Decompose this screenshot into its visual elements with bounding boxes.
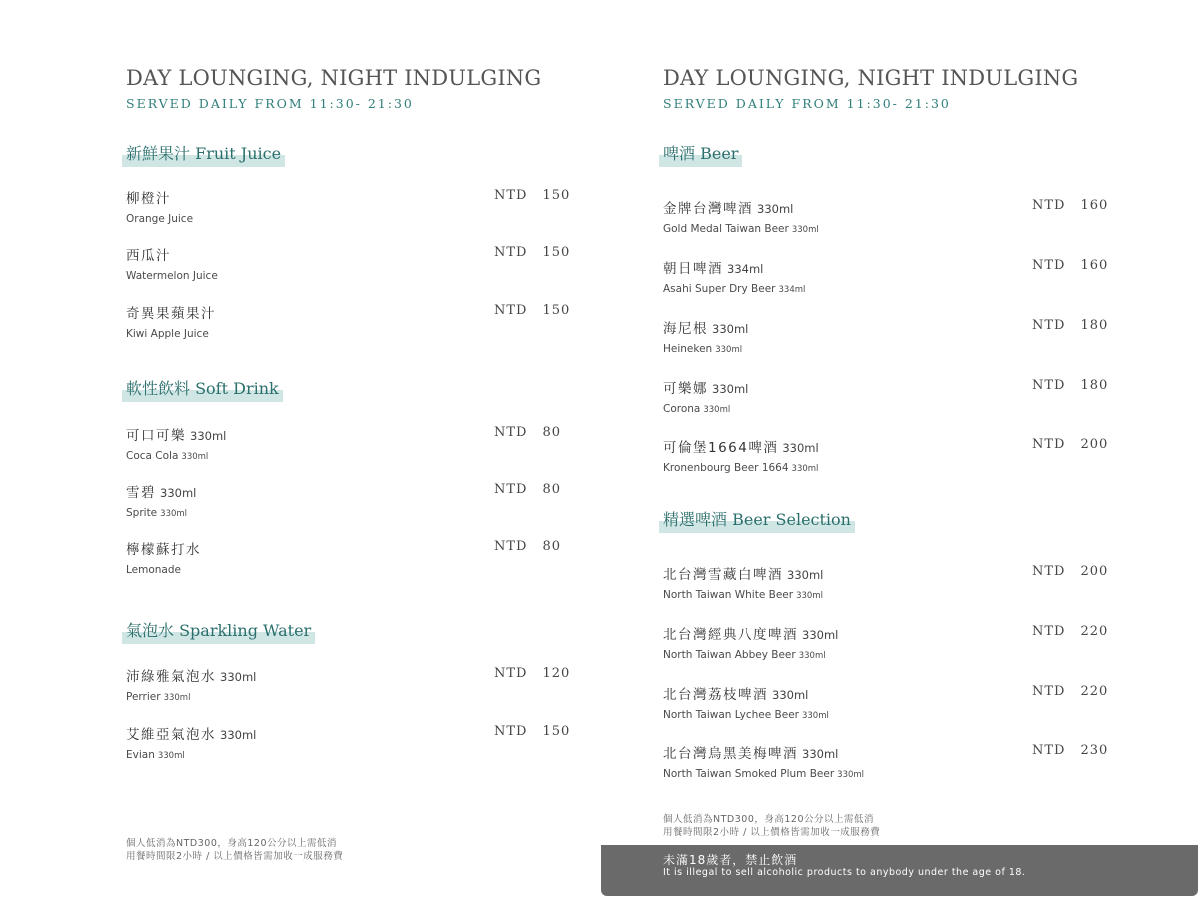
item-volume: 334ml (727, 262, 764, 276)
item-volume: 330ml (160, 486, 197, 500)
item-name-en: Lemonade (126, 564, 181, 576)
item-name-zh: 奇異果蘋果汁 (126, 306, 216, 322)
item-price: NTD 180 (1032, 318, 1109, 333)
item-price: NTD 160 (1032, 258, 1109, 273)
item-volume: 330ml (772, 688, 809, 702)
item-name-zh: 可口可樂 (126, 428, 186, 444)
menu-item (663, 623, 838, 661)
item-volume: 330ml (802, 747, 839, 761)
item-name-zh: 朝日啤酒 (663, 261, 723, 277)
item-name-en: North Taiwan Smoked Plum Beer (663, 768, 835, 780)
item-name-zh: 海尼根 (663, 321, 708, 337)
item-name-zh: 北台灣烏黑美梅啤酒 (663, 746, 798, 762)
item-price: NTD 80 (494, 539, 562, 554)
page-subheading: SERVED DAILY FROM 11:30- 21:30 (126, 96, 414, 111)
footer-note: 個人低消為NTD300，身高120公分以上需低消 用餐時間限2小時 / 以上價格皆需加收一成服務費 (126, 838, 344, 862)
item-volume: 330ml (220, 670, 257, 684)
menu-item (663, 563, 823, 601)
item-volume-en: 330ml (801, 711, 829, 721)
menu-item (663, 317, 748, 355)
item-volume: 330ml (787, 568, 824, 582)
item-name-zh: 可樂娜 (663, 381, 708, 397)
item-name-zh: 沛綠雅氣泡水 (126, 669, 216, 685)
menu-item (663, 257, 805, 295)
item-name-en: Kronenbourg Beer 1664 (663, 462, 789, 474)
item-volume-en: 330ml (181, 452, 209, 462)
item-price: NTD 120 (494, 666, 571, 681)
menu-item (126, 244, 218, 282)
item-name-zh: 北台灣荔枝啤酒 (663, 687, 768, 703)
item-price: NTD 150 (494, 303, 571, 318)
item-name-zh: 西瓜汁 (126, 248, 171, 264)
item-name-zh: 北台灣經典八度啤酒 (663, 627, 798, 643)
item-price: NTD 200 (1032, 564, 1109, 579)
page-subheading: SERVED DAILY FROM 11:30- 21:30 (663, 96, 951, 111)
item-name-en: Watermelon Juice (126, 270, 218, 282)
item-volume-en: 330ml (796, 591, 823, 601)
item-name-en: Gold Medal Taiwan Beer (663, 223, 789, 235)
item-price: NTD 180 (1032, 378, 1109, 393)
menu-item (126, 302, 216, 340)
section-title-fruit-juice: 新鮮果汁 Fruit Juice (126, 141, 281, 164)
menu-item (126, 424, 226, 462)
item-volume-en: 330ml (157, 751, 185, 761)
section-title-beer: 啤酒 Beer (663, 141, 738, 164)
menu-item (663, 197, 819, 235)
item-volume-en: 330ml (791, 225, 819, 235)
item-volume: 330ml (757, 202, 794, 216)
item-volume-en: 330ml (160, 509, 188, 519)
item-volume-en: 330ml (715, 345, 743, 355)
menu-item (126, 187, 193, 225)
item-price: NTD 80 (494, 425, 562, 440)
item-price: NTD 150 (494, 724, 571, 739)
item-name-en: Sprite (126, 507, 158, 519)
item-name-en: Corona (663, 403, 701, 415)
item-volume-en: 334ml (778, 285, 806, 295)
item-name-en: Kiwi Apple Juice (126, 328, 209, 340)
section-title-sparkling-water: 氣泡水 Sparkling Water (126, 618, 311, 641)
section-title-soft-drink: 軟性飲料 Soft Drink (126, 376, 279, 399)
menu-item (126, 481, 196, 519)
menu-item (126, 723, 256, 761)
menu-item (663, 742, 864, 780)
item-price: NTD 160 (1032, 198, 1109, 213)
item-name-en: North Taiwan White Beer (663, 589, 794, 601)
item-name-zh: 可倫堡1664啤酒 (663, 440, 779, 456)
item-name-zh: 檸檬蘇打水 (126, 542, 201, 558)
item-volume-en: 330ml (791, 464, 819, 474)
item-name-zh: 北台灣雪藏白啤酒 (663, 567, 783, 583)
item-volume-en: 330ml (837, 770, 865, 780)
warning-text-en: It is illegal to sell alcoholic products to anybody under the age of 18. (663, 867, 1026, 878)
item-volume: 330ml (220, 728, 257, 742)
menu-item (126, 538, 201, 576)
section-title-beer-selection: 精選啤酒 Beer Selection (663, 507, 851, 530)
item-name-en: Asahi Super Dry Beer (663, 283, 776, 295)
item-price: NTD 220 (1032, 684, 1109, 699)
menu-item (663, 377, 748, 415)
item-price: NTD 200 (1032, 437, 1109, 452)
item-name-zh: 金牌台灣啤酒 (663, 201, 753, 217)
item-name-zh: 柳橙汁 (126, 191, 171, 207)
page-heading: DAY LOUNGING, NIGHT INDULGING (663, 66, 1079, 90)
item-name-en: Evian (126, 749, 155, 761)
item-volume: 330ml (712, 322, 749, 336)
item-name-zh: 雪碧 (126, 485, 156, 501)
alcohol-warning-banner (601, 845, 1198, 896)
item-volume: 330ml (802, 628, 839, 642)
item-volume: 330ml (782, 441, 819, 455)
menu-item (663, 436, 819, 474)
item-name-en: Perrier (126, 691, 161, 703)
item-volume: 330ml (712, 382, 749, 396)
item-price: NTD 150 (494, 188, 571, 203)
item-volume-en: 330ml (798, 651, 826, 661)
item-name-zh: 艾維亞氣泡水 (126, 727, 216, 743)
item-price: NTD 220 (1032, 624, 1109, 639)
item-name-en: North Taiwan Abbey Beer (663, 649, 796, 661)
menu-page-right (600, 0, 1200, 898)
item-name-en: Heineken (663, 343, 713, 355)
item-price: NTD 230 (1032, 743, 1109, 758)
item-volume-en: 330ml (163, 693, 191, 703)
item-volume: 330ml (190, 429, 227, 443)
item-name-en: Coca Cola (126, 450, 179, 462)
warning-text-zh: 未滿18歲者，禁止飲酒 (663, 853, 798, 867)
item-volume-en: 330ml (703, 405, 731, 415)
menu-item (663, 683, 829, 721)
item-price: NTD 150 (494, 245, 571, 260)
menu-item (126, 665, 256, 703)
page-heading: DAY LOUNGING, NIGHT INDULGING (126, 66, 542, 90)
footer-note: 個人低消為NTD300，身高120公分以上需低消 用餐時間限2小時 / 以上價格皆需加收一成服務費 (663, 814, 881, 838)
item-price: NTD 80 (494, 482, 562, 497)
item-name-en: Orange Juice (126, 213, 194, 225)
item-name-en: North Taiwan Lychee Beer (663, 709, 799, 721)
